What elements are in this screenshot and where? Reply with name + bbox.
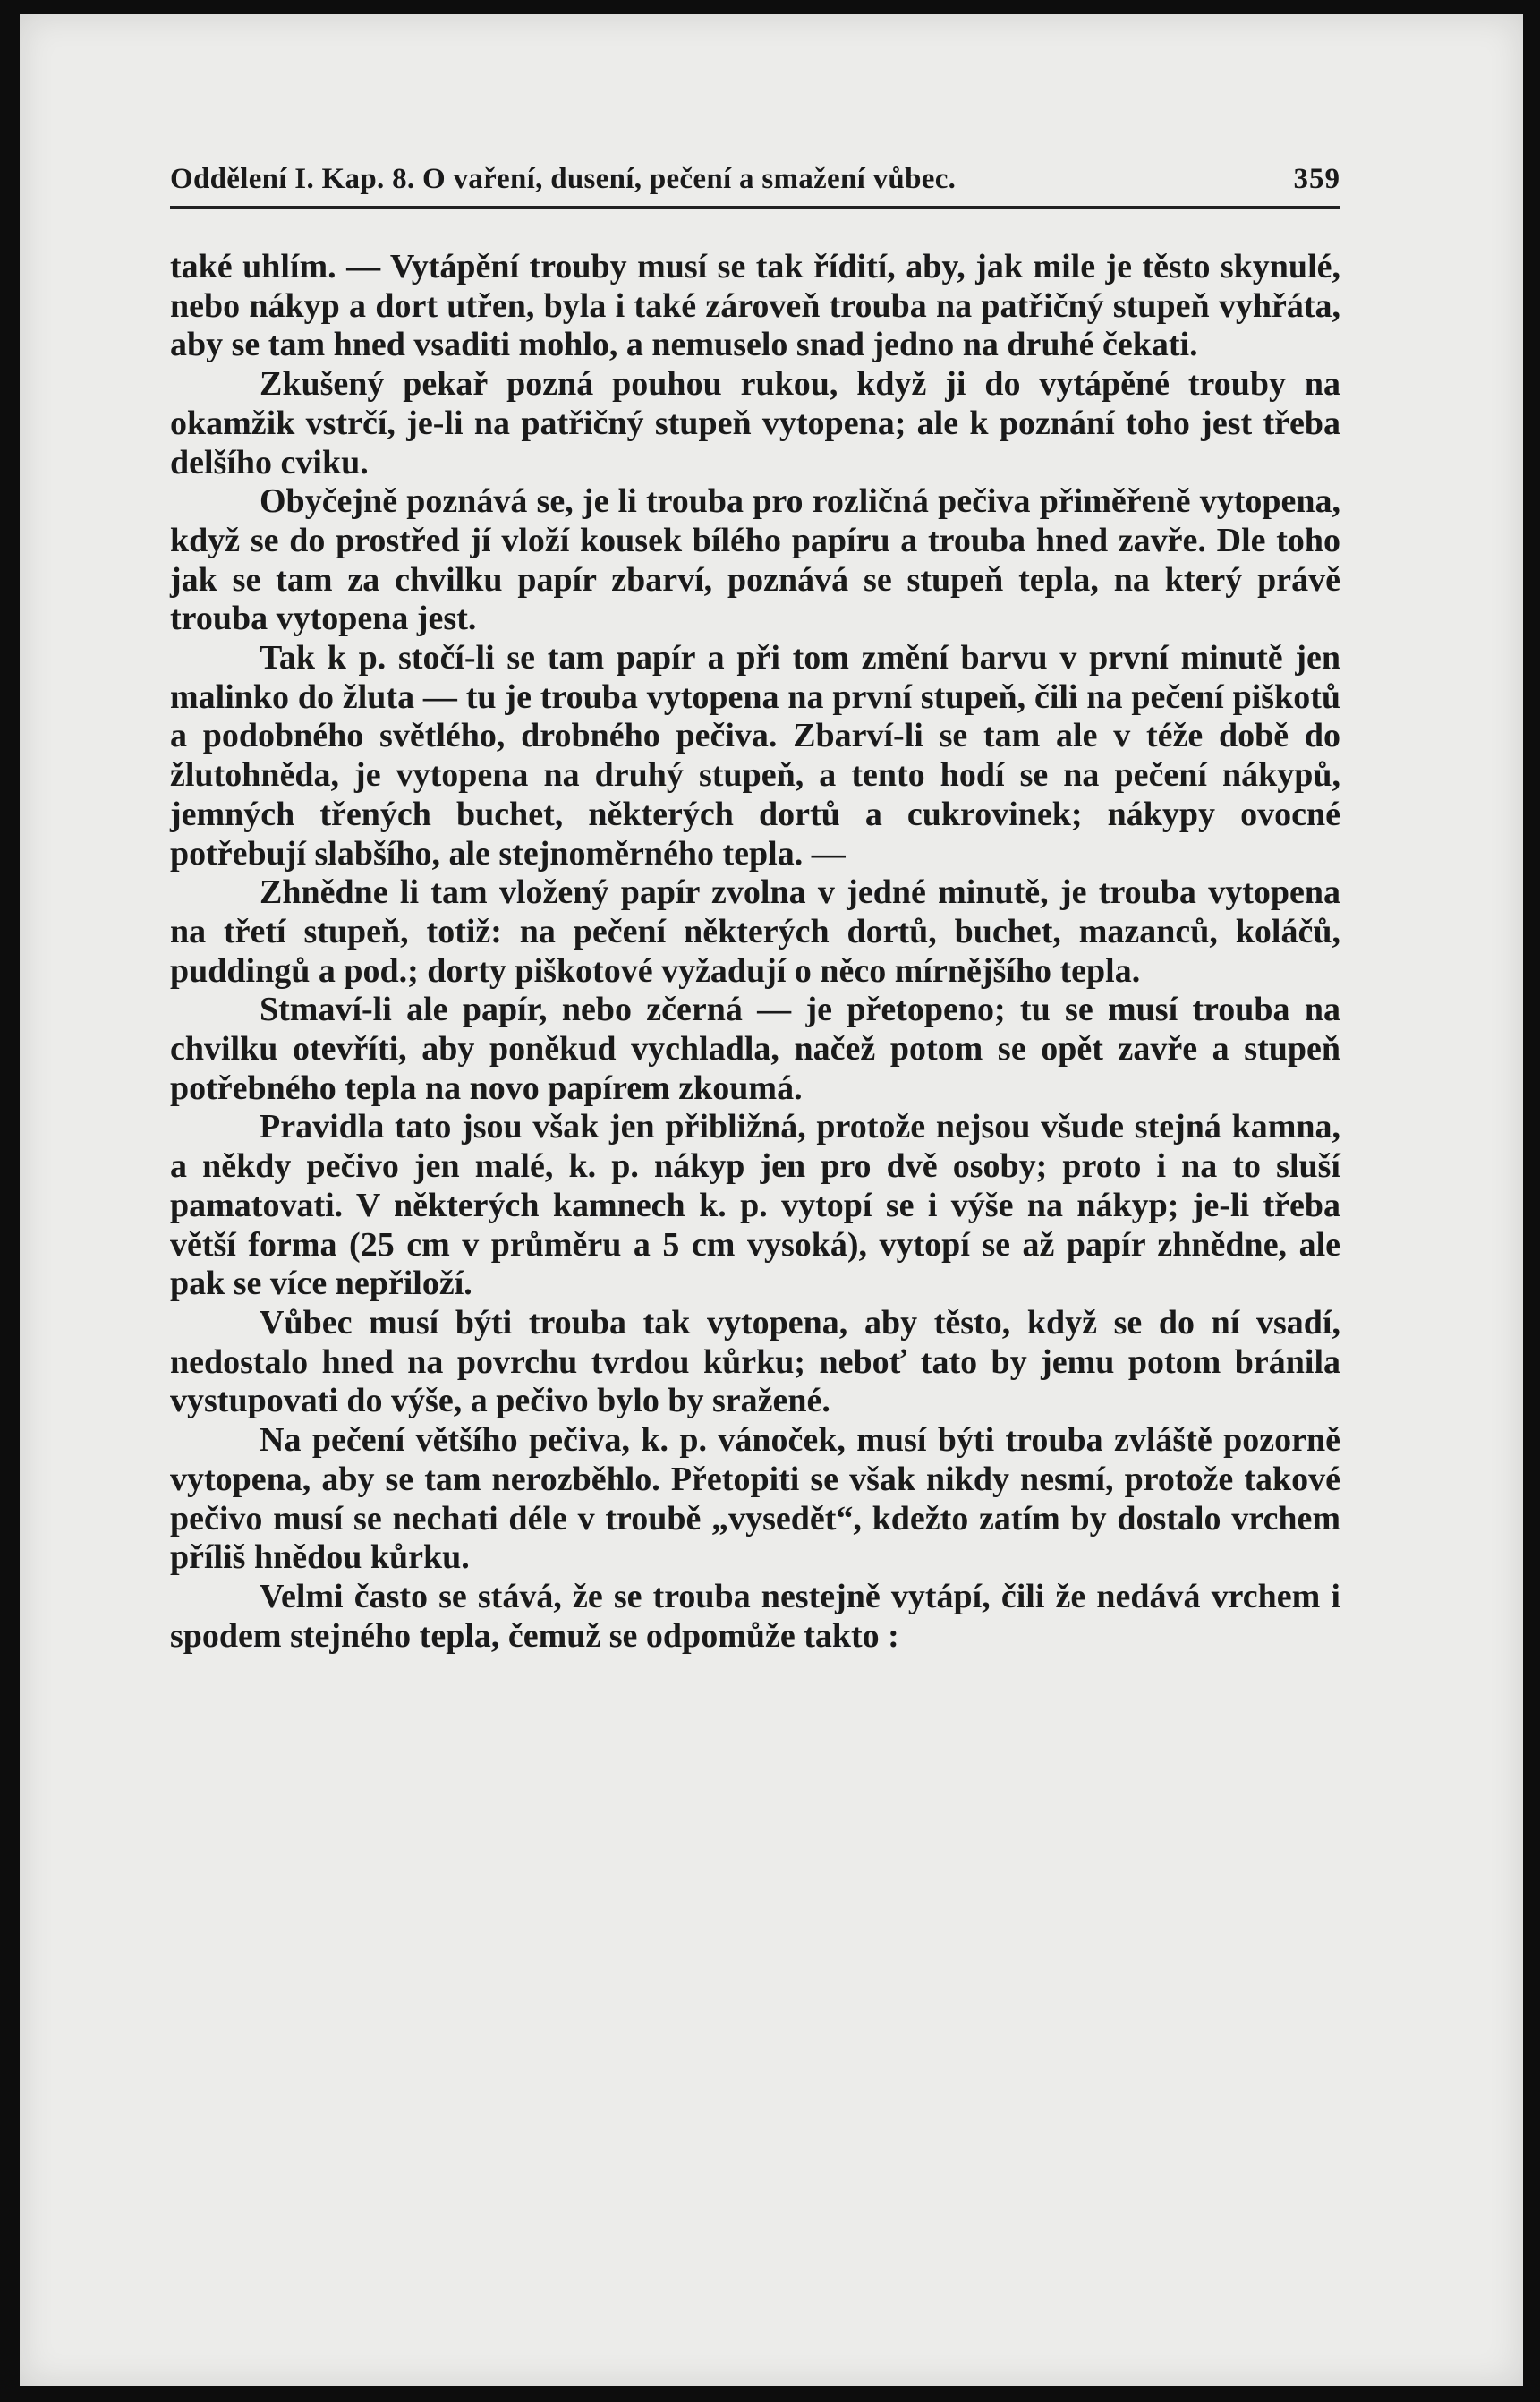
paragraph-7: Pravidla tato jsou však jen přibližná, protože nejsou všude stejná kamna, a někdy pečivo jen malé, k. p. nákyp jen pro dvě osoby; proto i na to sluší pamatovati. V některých kamnech k. p. vytopí se i výše na nákyp; je-li třeba větší forma (25 cm v průměru a 5 cm vysoká), vytopí se až papír zhnědne, ale pak se více nepřiloží. — [170, 1108, 1340, 1303]
paragraph-8: Vůbec musí býti trouba tak vytopena, aby těsto, když se do ní vsadí, nedostalo hned na povrchu tvrdou kůrku; neboť tato by jemu potom bránila vystupovati do výše, a pečivo bylo by sražené. — [170, 1303, 1340, 1420]
book-page — [20, 14, 1523, 2386]
paragraph-3: Obyčejně poznává se, je li trouba pro rozličná pečiva přiměřeně vytopena, když se do prostřed jí vloží kousek bílého papíru a trouba hned zavře. Dle toho jak se tam za chvilku papír zbarví, poznává se stupeň tepla, na který právě trouba vytopena jest. — [170, 482, 1340, 638]
paragraph-9: Na pečení většího pečiva, k. p. vánoček, musí býti trouba zvláště pozorně vytopena, aby se tam nerozběhlo. Přetopiti se však nikdy nesmí, protože takové pečivo musí se nechati déle v troubě „vysedět“, kdežto zatím by dostalo vrchem příliš hnědou kůrku. — [170, 1421, 1340, 1577]
paragraph-5: Zhnědne li tam vložený papír zvolna v jedné minutě, je trouba vytopena na třetí stupeň, totiž: na pečení některých dortů, buchet, mazanců, koláčů, puddingů a pod.; dorty piškotové vyžadují o něco mírnějšího tepla. — [170, 873, 1340, 990]
paragraph-4: Tak k p. stočí-li se tam papír a při tom změní barvu v první minutě jen malinko do žluta — tu je trouba vytopena na první stupeň, čili na pečení piškotů a podobného světlého, drobného pečiva. Zbarví-li se tam ale v téže době do žlutohněda, je vytopena na druhý stupeň, a tento hodí se na pečení nákypů, jemných třených buchet, některých dortů a cukrovinek; nákypy ovocné potřebují slabšího, ale stejnoměrného tepla. — — [170, 639, 1340, 873]
paragraph-6: Stmaví-li ale papír, nebo zčerná — je přetopeno; tu se musí trouba na chvilku otevříti, aby poněkud vychladla, načež potom se opět zavře a stupeň potřebného tepla na novo papírem zkoumá. — [170, 991, 1340, 1107]
running-header — [170, 158, 1340, 209]
paragraph-1: také uhlím. — Vytápění trouby musí se tak řídití, aby, jak mile je těsto skynulé, nebo nákyp a dort utřen, byla i také zároveň trouba na patřičný stupeň vyhřáta, aby se tam hned vsaditi mohlo, a nemuselo snad jedno na druhé čekati. — [170, 248, 1340, 364]
paragraph-2: Zkušený pekař pozná pouhou rukou, když ji do vytápěné trouby na okamžik vstrčí, je-li na patřičný stupeň vytopena; ale k poznání toho jest třeba delšího cviku. — [170, 365, 1340, 481]
paragraph-10: Velmi často se stává, že se trouba nestejně vytápí, čili že nedává vrchem i spodem stejného tepla, čemuž se odpomůže takto : — [170, 1577, 1340, 1655]
chapter-title: Oddělení I. Kap. 8. O vaření, dusení, pečení a smažení vůbec. — [170, 163, 957, 195]
body-text — [170, 248, 1340, 1656]
page-number: 359 — [1293, 163, 1340, 195]
page-text-block — [170, 158, 1340, 1656]
